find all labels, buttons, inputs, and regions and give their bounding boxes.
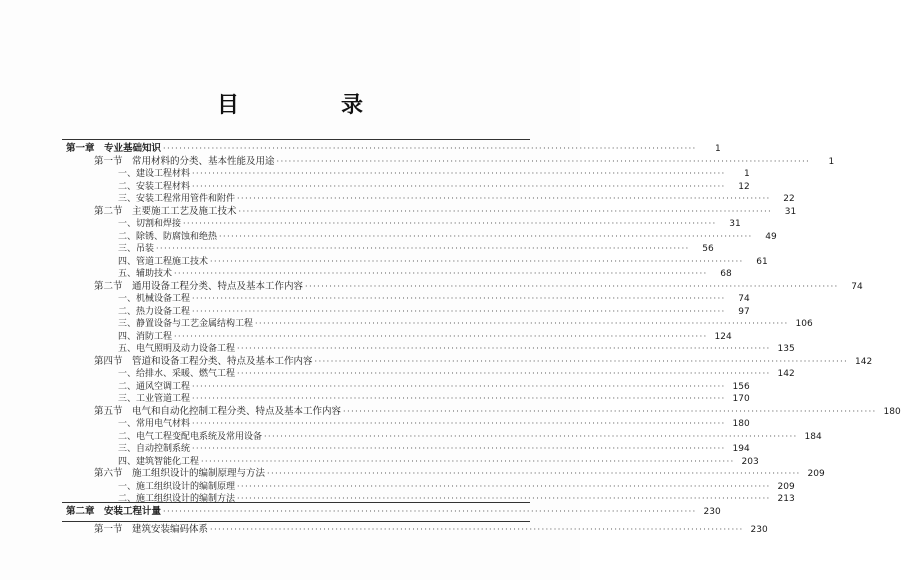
toc-item[interactable] <box>66 381 750 394</box>
divider-chapter-2 <box>62 502 530 503</box>
dot-leader: ···································································································································· <box>237 369 771 378</box>
toc-item[interactable] <box>66 443 750 456</box>
toc-item[interactable] <box>66 418 750 431</box>
dot-leader: ···································································································································· <box>192 181 726 191</box>
item-label: 二、除锈、防腐蚀和绝热 <box>118 231 218 242</box>
page-number: 124 <box>714 331 732 342</box>
section-label: 第二节 通用设备工程分类、特点及基本工作内容 <box>94 280 304 292</box>
dot-leader: ···································································································································· <box>183 219 717 228</box>
dot-leader: ···································································································································· <box>314 356 849 366</box>
item-label: 二、通风空调工程 <box>118 381 191 392</box>
toc-section[interactable] <box>66 155 835 169</box>
page-number: 209 <box>807 469 825 479</box>
page-number: 56 <box>702 244 714 254</box>
dot-leader: ···································································································································· <box>237 344 771 353</box>
page-number: 68 <box>720 269 732 279</box>
dot-leader: ···································································································································· <box>156 244 690 253</box>
toc-item[interactable] <box>66 456 759 469</box>
toc-item[interactable] <box>66 318 813 331</box>
dot-leader: ···································································································································· <box>276 156 811 166</box>
item-label: 三、工业管道工程 <box>118 394 191 404</box>
chapter-label: 第二章 安装工程计量 <box>66 506 162 517</box>
toc-item[interactable] <box>66 231 777 244</box>
toc-chapter-2-wrapper <box>66 506 721 519</box>
dot-leader: ···································································································································· <box>192 419 726 428</box>
item-label: 一、给排水、采暖、燃气工程 <box>118 369 236 379</box>
page-number: 184 <box>804 431 822 442</box>
dot-leader: ···································································································································· <box>238 206 773 216</box>
toc-section[interactable] <box>66 468 825 481</box>
page-number: 97 <box>738 306 750 317</box>
dot-leader: ···································································································································· <box>237 194 771 203</box>
section-label: 第一节 建筑安装编码体系 <box>94 524 209 535</box>
item-label: 五、电气照明及动力设备工程 <box>118 344 236 354</box>
page-number: 31 <box>729 219 741 229</box>
item-label: 一、机械设备工程 <box>118 294 191 304</box>
page-number: 194 <box>732 444 750 454</box>
page-number: 142 <box>855 356 873 367</box>
page-number: 74 <box>738 294 750 304</box>
page-number: 74 <box>851 281 863 292</box>
dot-leader: ···································································································································· <box>343 406 877 416</box>
page-number: 61 <box>756 256 768 267</box>
page-number: 135 <box>777 344 795 354</box>
toc-section[interactable] <box>66 405 901 419</box>
toc-section[interactable] <box>66 355 873 369</box>
section-label: 第四节 管道和设备工程分类、特点及基本工作内容 <box>94 355 313 367</box>
section-label: 第五节 电气和自动化控制工程分类、特点及基本工作内容 <box>94 405 342 417</box>
page-number: 230 <box>750 525 768 535</box>
dot-leader: ···································································································································· <box>210 525 744 534</box>
dot-leader: ···································································································································· <box>192 169 726 178</box>
page-number: 22 <box>783 194 795 204</box>
dot-leader: ···································································································································· <box>264 431 798 441</box>
page-number: 180 <box>883 406 901 417</box>
page-number: 156 <box>732 381 750 392</box>
item-label: 一、切割和焊接 <box>118 219 182 229</box>
item-label: 三、安装工程常用管件和附件 <box>118 194 236 204</box>
page-number: 1 <box>743 169 750 179</box>
dot-leader: ···································································································································· <box>267 469 801 478</box>
item-label: 一、施工组织设计的编制原理 <box>118 481 236 492</box>
dot-leader: ···································································································································· <box>163 144 697 153</box>
item-label: 二、施工组织设计的编制方法 <box>118 494 236 504</box>
toc-item[interactable] <box>66 331 732 344</box>
toc-item[interactable] <box>66 181 750 194</box>
dot-leader: ···································································································································· <box>174 269 708 278</box>
page-number: 230 <box>703 507 721 517</box>
item-label: 一、建设工程材料 <box>118 169 191 179</box>
dot-leader: ···································································································································· <box>219 231 753 241</box>
divider-chapter-2-bottom <box>62 521 530 522</box>
toc-chapter-1[interactable] <box>66 143 721 156</box>
page-number: 1 <box>714 144 721 154</box>
toc-item[interactable] <box>66 243 714 256</box>
item-label: 二、安装工程材料 <box>118 181 191 192</box>
dot-leader: ···································································································································· <box>237 494 771 503</box>
page-number: 180 <box>732 419 750 429</box>
dot-leader: ···································································································································· <box>255 319 789 328</box>
item-label: 二、热力设备工程 <box>118 306 191 317</box>
page-number: 209 <box>777 481 795 492</box>
page-number: 213 <box>777 494 795 504</box>
section-label: 第一节 常用材料的分类、基本性能及用途 <box>94 155 275 167</box>
item-label: 三、吊装 <box>118 244 155 254</box>
toc-chapter-2-section-wrapper <box>66 524 768 537</box>
item-label: 四、消防工程 <box>118 331 173 342</box>
toc-item[interactable] <box>66 218 741 231</box>
toc-item[interactable] <box>66 493 795 506</box>
toc-item[interactable] <box>66 268 732 281</box>
dot-leader: ···································································································································· <box>192 394 726 403</box>
toc-item[interactable] <box>66 368 795 381</box>
page-number: 49 <box>765 231 777 242</box>
toc-section[interactable] <box>66 524 768 537</box>
toc-item[interactable] <box>66 431 822 444</box>
item-label: 三、静置设备与工艺金属结构工程 <box>118 319 254 329</box>
item-label: 一、常用电气材料 <box>118 419 191 429</box>
page-number: 170 <box>732 394 750 404</box>
dot-leader: ···································································································································· <box>210 256 744 266</box>
dot-leader: ···································································································································· <box>237 481 771 491</box>
section-label: 第六节 施工组织设计的编制原理与方法 <box>94 468 266 479</box>
item-label: 五、辅助技术 <box>118 269 173 279</box>
page-title: 目 录 <box>216 92 403 118</box>
dot-leader: ···································································································································· <box>163 507 697 516</box>
page-number: 1 <box>828 156 835 167</box>
toc-section[interactable] <box>66 205 797 219</box>
dot-leader: ···································································································································· <box>192 381 726 391</box>
page-number: 106 <box>795 319 813 329</box>
chapter-label: 第一章 专业基础知识 <box>66 143 162 154</box>
divider-top <box>62 139 530 140</box>
dot-leader: ···································································································································· <box>201 456 735 466</box>
toc-item[interactable] <box>66 343 795 356</box>
page-number: 203 <box>741 456 759 467</box>
toc-chapter-2[interactable] <box>66 506 721 519</box>
page-number: 31 <box>784 206 797 217</box>
item-label: 三、自动控制系统 <box>118 444 191 454</box>
toc-item[interactable] <box>66 168 750 181</box>
item-label: 二、电气工程变配电系统及常用设备 <box>118 431 263 442</box>
section-label: 第二节 主要施工工艺及施工技术 <box>94 205 237 217</box>
toc-item[interactable] <box>66 293 750 306</box>
toc-item[interactable] <box>66 193 795 206</box>
toc-item[interactable] <box>66 256 768 269</box>
toc-item[interactable] <box>66 306 750 319</box>
page-number: 142 <box>777 369 795 379</box>
dot-leader: ···································································································································· <box>192 444 726 453</box>
dot-leader: ···································································································································· <box>305 281 839 291</box>
dot-leader: ···································································································································· <box>192 306 726 316</box>
dot-leader: ···································································································································· <box>192 294 726 303</box>
toc-section[interactable] <box>66 280 863 294</box>
item-label: 四、管道工程施工技术 <box>118 256 209 267</box>
item-label: 四、建筑智能化工程 <box>118 456 200 467</box>
table-of-contents <box>66 143 901 506</box>
page-number: 12 <box>738 181 750 192</box>
toc-item[interactable] <box>66 481 795 494</box>
dot-leader: ···································································································································· <box>174 331 708 341</box>
toc-item[interactable] <box>66 393 750 406</box>
